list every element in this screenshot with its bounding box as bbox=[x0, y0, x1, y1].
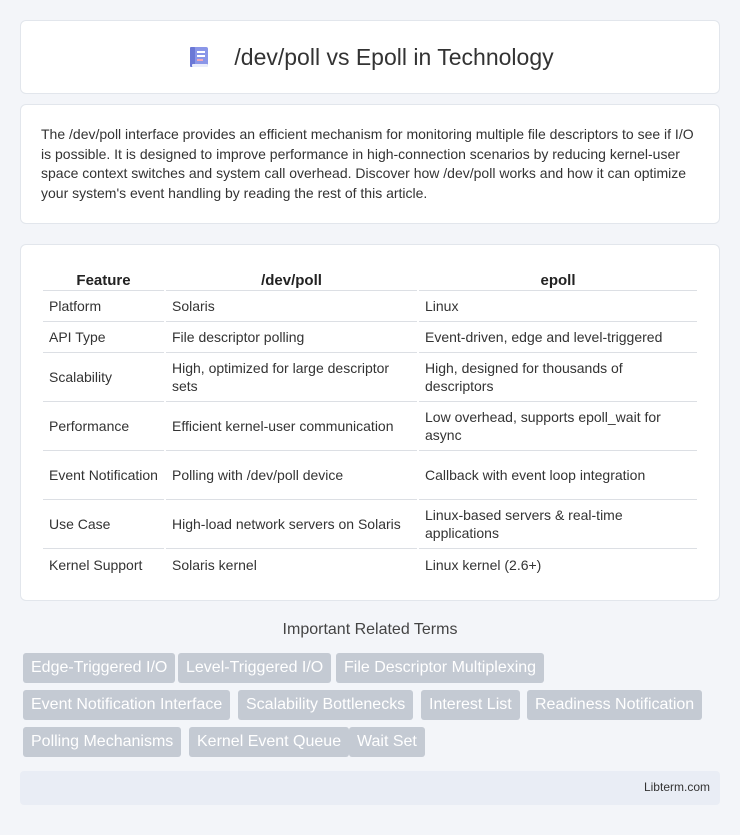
table-cell: Solaris kernel bbox=[172, 556, 257, 573]
table-cell: Callback with event loop integration bbox=[419, 451, 697, 500]
table-header-row bbox=[43, 265, 697, 291]
term-tag[interactable]: Edge-Triggered I/O bbox=[23, 653, 175, 683]
table-cell: Linux-based servers & real-time applications bbox=[419, 500, 697, 549]
term-tag[interactable]: Kernel Event Queue bbox=[189, 727, 349, 757]
intro-card bbox=[20, 104, 720, 224]
table-cell: Polling with /dev/poll device bbox=[166, 451, 417, 500]
table-row bbox=[43, 402, 697, 451]
table-cell: Performance bbox=[43, 402, 164, 451]
comparison-table bbox=[41, 265, 699, 580]
table-row bbox=[43, 322, 697, 353]
column-header-feature: Feature bbox=[43, 265, 164, 291]
table-row bbox=[43, 549, 697, 580]
table-cell: Use Case bbox=[43, 500, 164, 549]
table-row bbox=[43, 353, 697, 402]
table-cell: Kernel Support bbox=[49, 556, 143, 573]
table-cell: Event Notification bbox=[43, 451, 164, 500]
comparison-card bbox=[20, 244, 720, 601]
related-terms-title: Important Related Terms bbox=[282, 621, 458, 638]
table-cell: High, optimized for large descriptor sets bbox=[166, 353, 417, 402]
footer bbox=[20, 771, 720, 805]
table-cell: File descriptor polling bbox=[166, 322, 417, 353]
table-cell: Event-driven, edge and level-triggered bbox=[419, 322, 697, 353]
table-cell: Low overhead, supports epoll_wait for async bbox=[419, 402, 697, 451]
column-header-devpoll: /dev/poll bbox=[166, 265, 417, 291]
table-cell: Linux bbox=[419, 291, 697, 322]
table-cell: High, designed for thousands of descriptors bbox=[419, 353, 697, 402]
table-cell: Solaris bbox=[166, 291, 417, 322]
term-tag[interactable]: Interest List bbox=[421, 690, 520, 720]
table-cell: Scalability bbox=[43, 353, 164, 402]
footer-site-link[interactable]: Libterm.com bbox=[643, 780, 710, 794]
table-cell: High-load network servers on Solaris bbox=[166, 500, 417, 549]
table-cell: Platform bbox=[43, 291, 164, 322]
term-tag[interactable]: Scalability Bottlenecks bbox=[238, 690, 413, 720]
table-row bbox=[43, 500, 697, 549]
table-row bbox=[43, 451, 697, 500]
column-header-epoll: epoll bbox=[419, 265, 697, 291]
page-title: /dev/poll vs Epoll in Technology bbox=[234, 43, 554, 70]
header-card bbox=[20, 20, 720, 94]
term-tag[interactable]: Polling Mechanisms bbox=[23, 727, 181, 757]
table-row bbox=[43, 291, 697, 322]
term-tag[interactable]: Event Notification Interface bbox=[23, 690, 230, 720]
intro-text: The /dev/poll interface provides an efficient mechanism for monitoring multiple file descriptors to see if I/O is possible. It is designed to improve performance in high-connection scenarios by reducing kernel-user space context switches and system call overhead. Discover how /dev/poll works and how it can optimize your system's event handling by reading the rest of this article. bbox=[41, 126, 694, 201]
book-icon bbox=[186, 44, 212, 70]
table-cell: API Type bbox=[43, 322, 164, 353]
table-cell: Efficient kernel-user communication bbox=[166, 402, 417, 451]
term-tag[interactable]: Level-Triggered I/O bbox=[178, 653, 331, 683]
table-cell: Linux kernel (2.6+) bbox=[425, 556, 542, 573]
term-tag[interactable]: Readiness Notification bbox=[527, 690, 702, 720]
term-tag[interactable]: File Descriptor Multiplexing bbox=[336, 653, 544, 683]
term-tag[interactable]: Wait Set bbox=[349, 727, 425, 757]
